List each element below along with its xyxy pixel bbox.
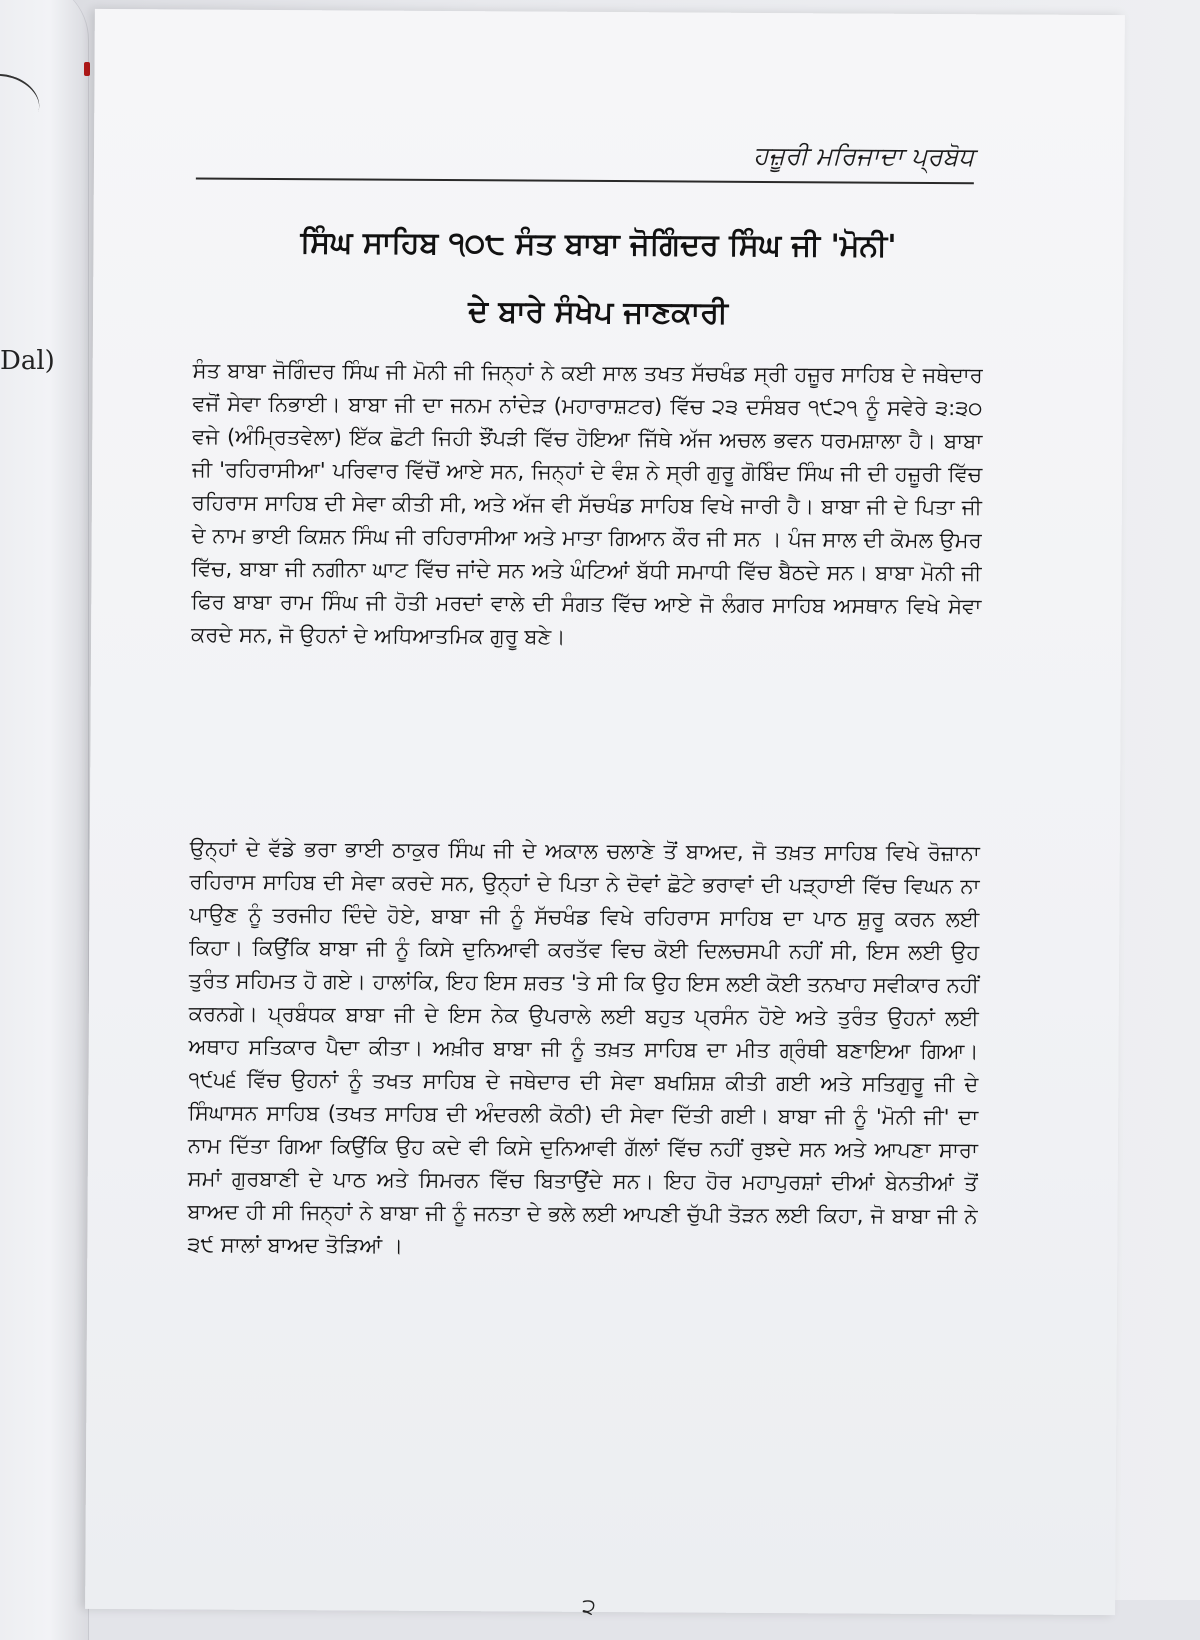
red-bookmark-edge — [84, 62, 90, 76]
left-page — [0, 0, 89, 1640]
left-page-text-fragment: Dal) — [0, 346, 55, 376]
book-page — [85, 9, 1125, 1620]
running-header: ਹਜ਼ੂਰੀ ਮਰਿਜਾਦਾ ਪ੍ਰਬੋਧ — [753, 140, 975, 172]
paragraph-2: ਉਨ੍ਹਾਂ ਦੇ ਵੱਡੇ ਭਰਾ ਭਾਈ ਠਾਕੁਰ ਸਿੰਘ ਜੀ ਦੇ ਅਕਾਲ ਚਲਾਣੇ ਤੋਂ ਬਾਅਦ, ਜੋ ਤਖ਼ਤ ਸਾਹਿਬ ਵਿਖੇ ਰੋਜ਼ਾਨਾ ਰਹਿਰਾਸ ਸਾਹਿਬ ਦੀ ਸੇਵਾ ਕਰਦੇ ਸਨ, ਉਨ੍ਹਾਂ ਦੇ ਪਿਤਾ ਨੇ ਦੋਵਾਂ ਛੋਟੇ ਭਰਾਵਾਂ ਦੀ ਪੜ੍ਹਾਈ ਵਿੱਚ ਵਿਘਨ ਨਾ ਪਾਉਣ ਨੂੰ ਤਰਜੀਹ ਦਿੰਦੇ ਹੋਏ, ਬਾਬਾ ਜੀ ਨੂੰ ਸੱਚਖੰਡ ਵਿਖੇ ਰਹਿਰਾਸ ਸਾਹਿਬ ਦਾ ਪਾਠ ਸ਼ੁਰੂ ਕਰਨ ਲਈ ਕਿਹਾ। ਕਿਉਂਕਿ ਬਾਬਾ ਜੀ ਨੂੰ ਕਿਸੇ ਦੁਨਿਆਵੀ ਕਰਤੱਵ ਵਿਚ ਕੋਈ ਦਿਲਚਸਪੀ ਨਹੀਂ ਸੀ, ਇਸ ਲਈ ਉਹ ਤੁਰੰਤ ਸਹਿਮਤ ਹੋ ਗਏ। ਹਾਲਾਂਕਿ, ਇਹ ਇਸ ਸ਼ਰਤ 'ਤੇ ਸੀ ਕਿ ਉਹ ਇਸ ਲਈ ਕੋਈ ਤਨਖਾਹ ਸਵੀਕਾਰ ਨਹੀਂ ਕਰਨਗੇ। ਪ੍ਰਬੰਧਕ ਬਾਬਾ ਜੀ ਦੇ ਇਸ ਨੇਕ ਉਪਰਾਲੇ ਲਈ ਬਹੁਤ ਪ੍ਰਸੰਨ ਹੋਏ ਅਤੇ ਤੁਰੰਤ ਉਹਨਾਂ ਲਈ ਅਥਾਹ ਸਤਿਕਾਰ ਪੈਦਾ ਕੀਤਾ। ਅਖ਼ੀਰ ਬਾਬਾ ਜੀ ਨੂੰ ਤਖ਼ਤ ਸਾਹਿਬ ਦਾ ਮੀਤ ਗ੍ਰੰਥੀ ਬਣਾਇਆ ਗਿਆ। ੧੯੫੬ ਵਿੱਚ ਉਹਨਾਂ ਨੂੰ ਤਖਤ ਸਾਹਿਬ ਦੇ ਜਥੇਦਾਰ ਦੀ ਸੇਵਾ ਬਖਸ਼ਿਸ਼ ਕੀਤੀ ਗਈ ਅਤੇ ਸਤਿਗੁਰੂ ਜੀ ਦੇ ਸਿੰਘਾਸਨ ਸਾਹਿਬ (ਤਖਤ ਸਾਹਿਬ ਦੀ ਅੰਦਰਲੀ ਕੋਠੀ) ਦੀ ਸੇਵਾ ਦਿੱਤੀ ਗਈ। ਬਾਬਾ ਜੀ ਨੂੰ 'ਮੋਨੀ ਜੀ' ਦਾ ਨਾਮ ਦਿੱਤਾ ਗਿਆ ਕਿਉਂਕਿ ਉਹ ਕਦੇ ਵੀ ਕਿਸੇ ਦੁਨਿਆਵੀ ਗੱਲਾਂ ਵਿੱਚ ਨਹੀਂ ਰੁਝਦੇ ਸਨ ਅਤੇ ਆਪਣਾ ਸਾਰਾ ਸਮਾਂ ਗੁਰਬਾਣੀ ਦੇ ਪਾਠ ਅਤੇ ਸਿਮਰਨ ਵਿੱਚ ਬਿਤਾਉਂਦੇ ਸਨ। ਇਹ ਹੋਰ ਮਹਾਪੁਰਸ਼ਾਂ ਦੀਆਂ ਬੇਨਤੀਆਂ ਤੋਂ ਬਾਅਦ ਹੀ ਸੀ ਜਿਨ੍ਹਾਂ ਨੇ ਬਾਬਾ ਜੀ ਨੂੰ ਜਨਤਾ ਦੇ ਭਲੇ ਲਈ ਆਪਣੀ ਚੁੱਪੀ ਤੋੜਨ ਲਈ ਕਿਹਾ, ਜੋ ਬਾਬਾ ਜੀ ਨੇ ੩੯ ਸਾਲਾਂ ਬਾਅਦ ਤੋੜਿਆਂ । — [187, 836, 980, 1258]
chapter-heading-line-2: ਦੇ ਬਾਰੇ ਸੰਖੇਪ ਜਾਣਕਾਰੀ — [468, 294, 729, 331]
paragraph-1: ਸੰਤ ਬਾਬਾ ਜੋਗਿੰਦਰ ਸਿੰਘ ਜੀ ਮੋਨੀ ਜੀ ਜਿਨ੍ਹਾਂ ਨੇ ਕਈ ਸਾਲ ਤਖਤ ਸੱਚਖੰਡ ਸ੍ਰੀ ਹਜ਼ੂਰ ਸਾਹਿਬ ਦੇ ਜਥੇਦਾਰ ਵਜੋਂ ਸੇਵਾ ਨਿਭਾਈ। ਬਾਬਾ ਜੀ ਦਾ ਜਨਮ ਨਾਂਦੇੜ (ਮਹਾਰਾਸ਼ਟਰ) ਵਿੱਚ ੨੩ ਦਸੰਬਰ ੧੯੨੧ ਨੂੰ ਸਵੇਰੇ ੩:੩੦ ਵਜੇ (ਅੰਮ੍ਰਿਤਵੇਲਾ) ਇੱਕ ਛੋਟੀ ਜਿਹੀ ਝੌਂਪੜੀ ਵਿੱਚ ਹੋਇਆ ਜਿੱਥੇ ਅੱਜ ਅਚਲ ਭਵਨ ਧਰਮਸ਼ਾਲਾ ਹੈ। ਬਾਬਾ ਜੀ 'ਰਹਿਰਾਸੀਆ' ਪਰਿਵਾਰ ਵਿੱਚੋਂ ਆਏ ਸਨ, ਜਿਨ੍ਹਾਂ ਦੇ ਵੰਸ਼ ਨੇ ਸ੍ਰੀ ਗੁਰੂ ਗੋਬਿੰਦ ਸਿੰਘ ਜੀ ਦੀ ਹਜ਼ੂਰੀ ਵਿੱਚ ਰਹਿਰਾਸ ਸਾਹਿਬ ਦੀ ਸੇਵਾ ਕੀਤੀ ਸੀ, ਅਤੇ ਅੱਜ ਵੀ ਸੱਚਖੰਡ ਸਾਹਿਬ ਵਿਖੇ ਜਾਰੀ ਹੈ। ਬਾਬਾ ਜੀ ਦੇ ਪਿਤਾ ਜੀ ਦੇ ਨਾਮ ਭਾਈ ਕਿਸ਼ਨ ਸਿੰਘ ਜੀ ਰਹਿਰਾਸੀਆ ਅਤੇ ਮਾਤਾ ਗਿਆਨ ਕੌਰ ਜੀ ਸਨ । ਪੰਜ ਸਾਲ ਦੀ ਕੋਮਲ ਉਮਰ ਵਿੱਚ, ਬਾਬਾ ਜੀ ਨਗੀਨਾ ਘਾਟ ਵਿੱਚ ਜਾਂਦੇ ਸਨ ਅਤੇ ਘੰਟਿਆਂ ਬੱਧੀ ਸਮਾਧੀ ਵਿੱਚ ਬੈਠਦੇ ਸਨ। ਬਾਬਾ ਮੋਨੀ ਜੀ ਫਿਰ ਬਾਬਾ ਰਾਮ ਸਿੰਘ ਜੀ ਹੋਤੀ ਮਰਦਾਂ ਵਾਲੇ ਦੀ ਸੰਗਤ ਵਿੱਚ ਆਏ ਜੋ ਲੰਗਰ ਸਾਹਿਬ ਅਸਥਾਨ ਵਿਖੇ ਸੇਵਾ ਕਰਦੇ ਸਨ, ਜੋ ਉਹਨਾਂ ਦੇ ਅਧਿਆਤਮਿਕ ਗੁਰੂ ਬਣੇ। — [191, 358, 983, 649]
header-rule — [196, 177, 974, 184]
page-number: ੨ — [582, 1594, 596, 1620]
left-page-curve-mark — [0, 65, 46, 136]
chapter-heading-line-1: ਸਿੰਘ ਸਾਹਿਬ ੧੦੮ ਸੰਤ ਬਾਬਾ ਜੋਗਿੰਦਰ ਸਿੰਘ ਜੀ 'ਮੋਨੀ' — [300, 225, 897, 264]
